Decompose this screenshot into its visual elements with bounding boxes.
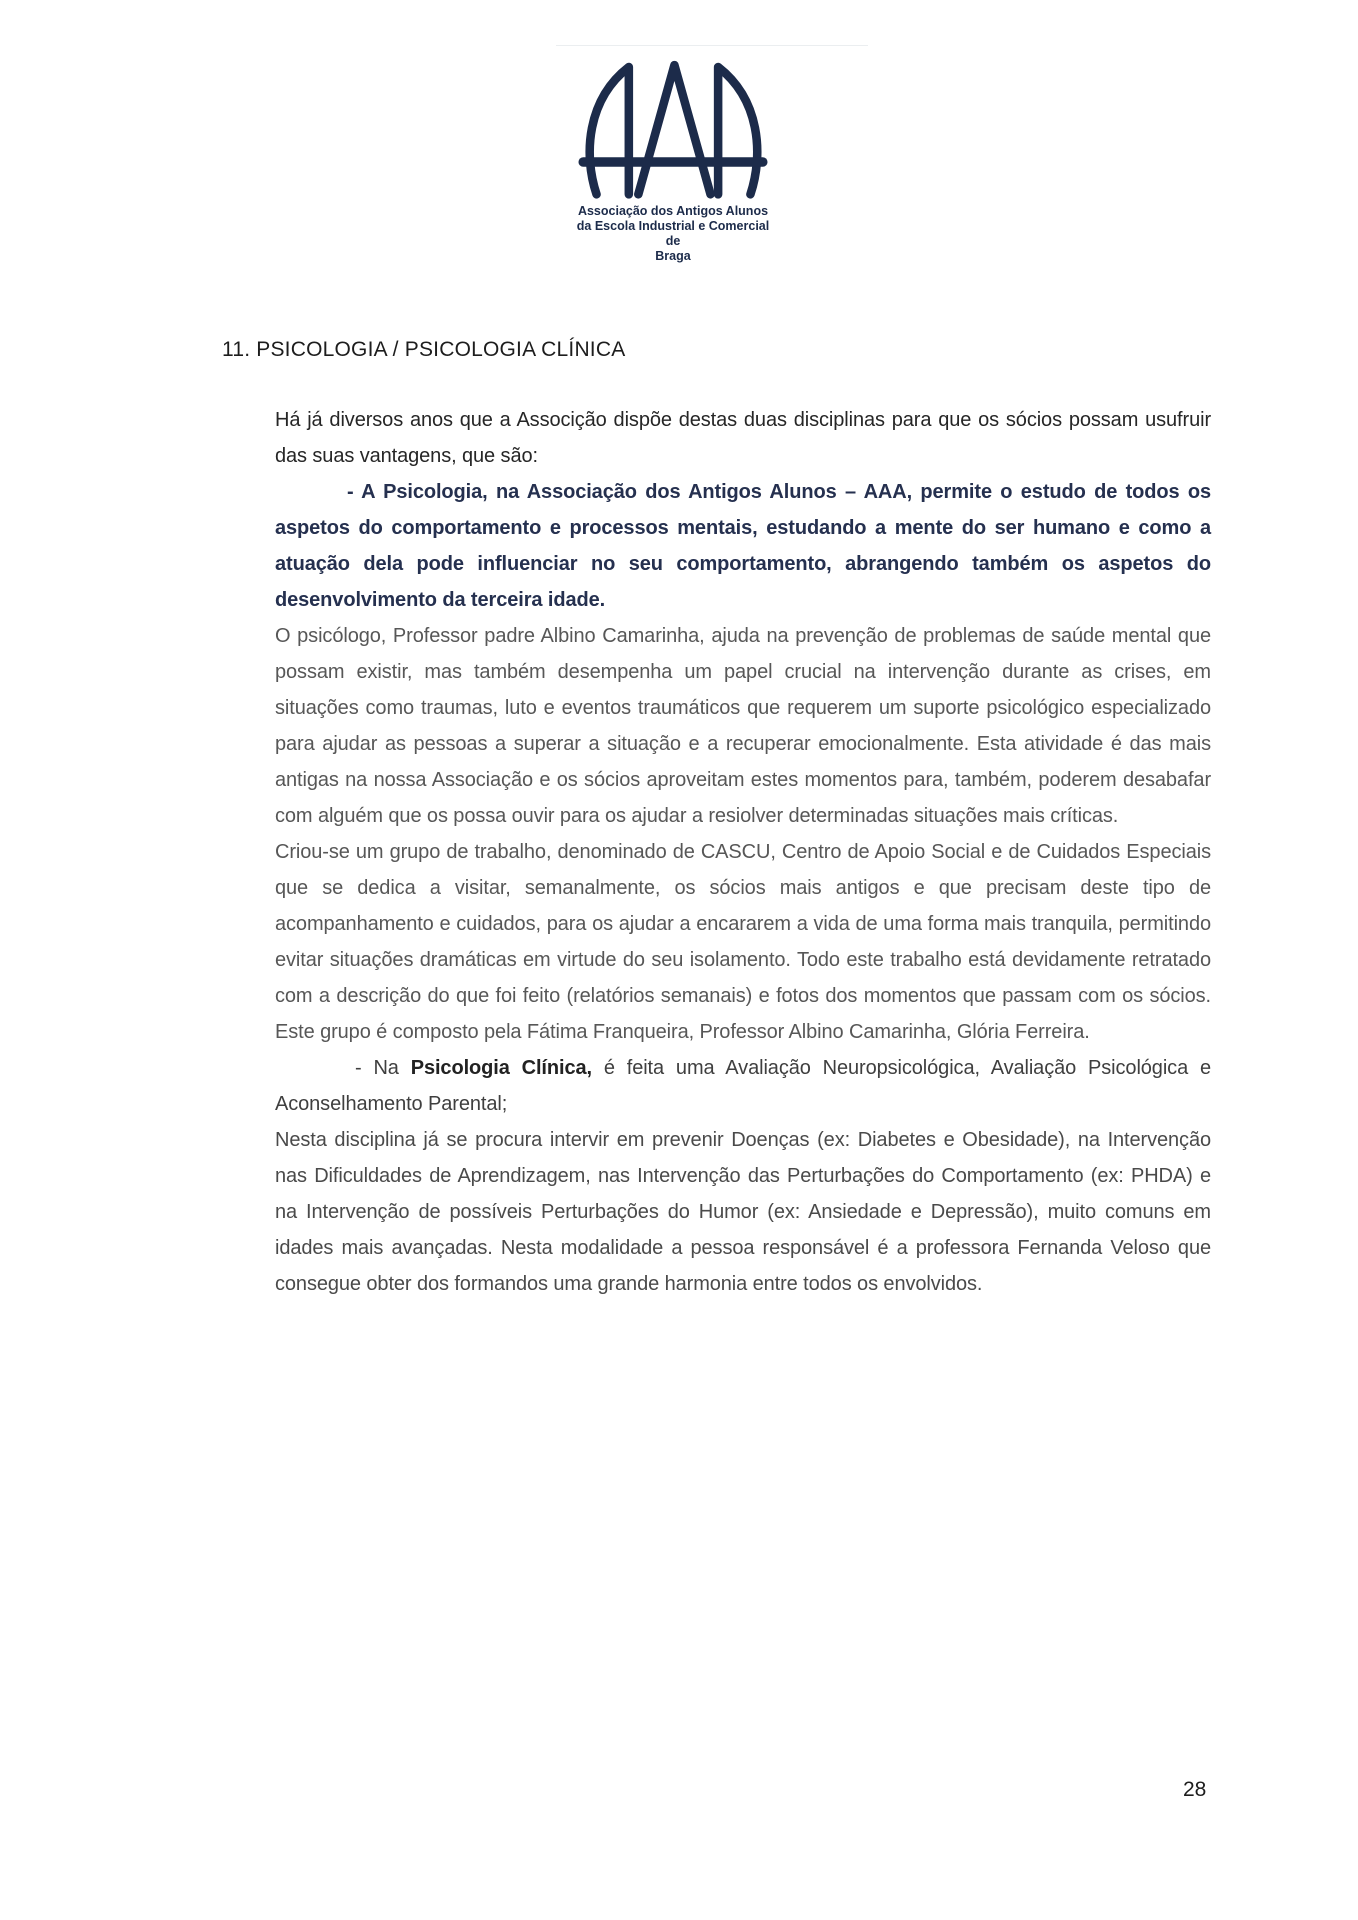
association-name-line4: Braga [655, 249, 691, 263]
paragraph-psicologia-bold: - A Psicologia, na Associação dos Antigos Alunos – AAA, permite o estudo de todos os aspetos do comportamento e processos mentais, estudando a mente do ser humano e como a atuação dela pode influenciar no seu comportamento, abrangendo também os aspetos do desenvolvimento da terceira idade. [275, 481, 1211, 611]
section-heading: 11. PSICOLOGIA / PSICOLOGIA CLÍNICA [222, 338, 626, 361]
paragraph-psicologo: O psicólogo, Professor padre Albino Camarinha, ajuda na prevenção de problemas de saúde mental que possam existir, mas também desempenha um papel crucial na intervenção durante as crises, em situações como traumas, luto e eventos traumáticos que requerem um suporte psicológico especializado para ajudar as pessoas a superar a situação e a recuperar emocionalmente. Esta atividade é das mais antigas na nossa Associação e os sócios aproveitam estes momentos para, também, poderem desabafar com alguém que os possa ouvir para os ajudar a resiolver determinadas situações mais críticas. [275, 625, 1211, 827]
association-name-line1: Associação dos Antigos Alunos [577, 204, 769, 218]
document-body [275, 402, 1211, 1302]
association-name [577, 204, 769, 264]
aaa-monogram-icon [573, 48, 773, 200]
clinica-prefix-text: - Na [355, 1057, 411, 1079]
clinica-suffix-text: é feita uma Avaliação Neuropsicológica, Avaliação Psicológica e Aconselhamento Parental; [275, 1057, 1212, 1115]
paragraph-psicologia-clinica [275, 1050, 1211, 1122]
paragraph-cascu: Criou-se um grupo de trabalho, denominado de CASCU, Centro de Apoio Social e de Cuidados Especiais que se dedica a visitar, semanalmente, os sócios mais antigos e que precisam deste tipo de acompanhamento e cuidados, para os ajudar a encararem a vida de uma forma mais tranquila, permitindo evitar situações dramáticas em virtude do seu isolamento. Todo este trabalho está devidamente retratado com a descrição do que foi feito (relatórios semanais) e fotos dos momentos que passam com os sócios. Este grupo é composto pela Fátima Franqueira, Professor Albino Camarinha, Glória Ferreira. [275, 841, 1211, 1043]
paragraph-intro: Há já diversos anos que a Associção dispõe destas duas disciplinas para que os sócios possam usufruir das suas vantagens, que são: [275, 409, 1211, 467]
association-logo [523, 48, 823, 264]
paragraph-nesta-disciplina: Nesta disciplina já se procura intervir em prevenir Doenças (ex: Diabetes e Obesidade), na Intervenção nas Dificuldades de Aprendizagem, nas Intervenção das Perturbações do Comportamento (ex: PHDA) e na Intervenção de possíveis Perturbações do Humor (ex: Ansiedade e Depressão), muito comuns em idades mais avançadas. Nesta modalidade a pessoa responsável é a professora Fernanda Veloso que consegue obter dos formandos uma grande harmonia entre todos os envolvidos. [275, 1129, 1211, 1295]
association-name-line2: da Escola Industrial e Comercial [576, 219, 770, 233]
logo-image-top-border [556, 45, 868, 46]
association-name-line3: de [665, 234, 681, 248]
clinica-bold-text: Psicologia Clínica, [410, 1057, 592, 1079]
page-number: 28 [1183, 1778, 1207, 1801]
